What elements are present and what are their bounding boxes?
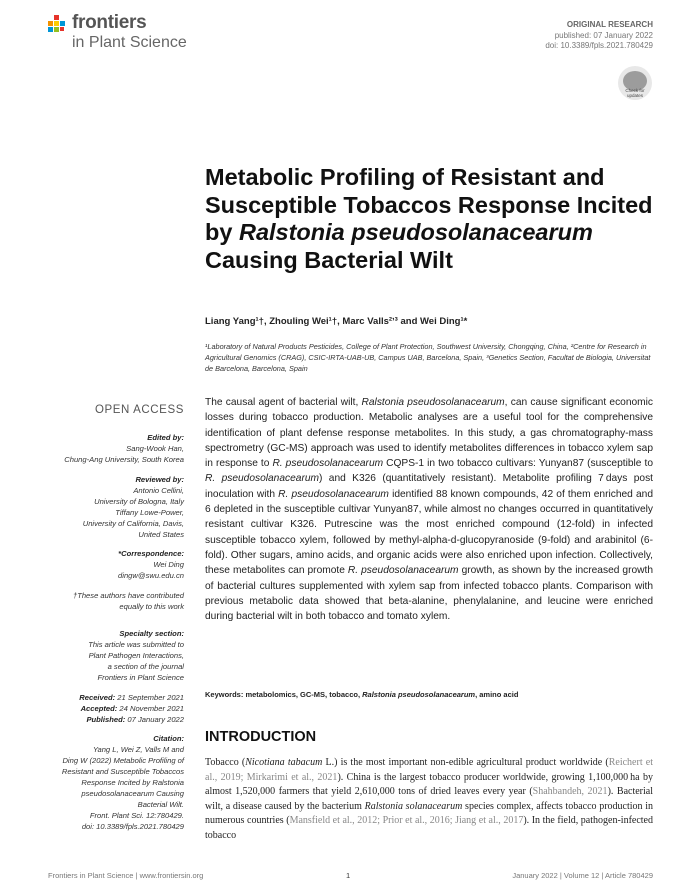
reviewer-line: University of Bologna, Italy xyxy=(94,497,184,506)
edited-by-block xyxy=(24,432,184,465)
editor-line: Chung-Ang University, South Korea xyxy=(64,455,184,464)
article-title xyxy=(205,164,655,274)
footer-issue-info: January 2022 | Volume 12 | Article 780429 xyxy=(512,871,653,880)
intro-italic: Nicotiana tabacum xyxy=(245,757,323,768)
keywords-label: Keywords: xyxy=(205,690,246,699)
title-italic: Ralstonia pseudosolanacearum xyxy=(238,219,593,245)
footer-journal-link[interactable]: Frontiers in Plant Science | www.frontiersin.org xyxy=(48,871,204,880)
reviewer-line: University of California, Davis, xyxy=(82,519,184,528)
section-heading-introduction: INTRODUCTION xyxy=(205,729,317,745)
keywords-text: , amino acid xyxy=(475,690,519,699)
note-line: equally to this work xyxy=(119,602,184,611)
abstract-text: , can cause significant economic losses during tobacco production. Metabolic analyses are a useful tool for the comprehensive identification of plant defense response metabolites. In this study, a gas chromatography-mass spectrometry (GC-MS) approach was used to identify metabolites differences in tobacco xylem sap in response to xyxy=(205,397,654,470)
title-part2: Causing Bacterial Wilt xyxy=(205,246,453,273)
citation-line: Bacterial Wilt. xyxy=(137,800,184,809)
journal-logo[interactable] xyxy=(48,12,198,56)
specialty-label: Specialty section: xyxy=(119,629,184,638)
equal-contribution-note xyxy=(24,590,184,612)
published-date-side: 07 January 2022 xyxy=(127,715,184,724)
intro-text: Tobacco ( xyxy=(205,757,246,768)
abstract-text: ) and K326 (quantitatively resistant). Metabolite profiling 7 days post inoculation with xyxy=(205,473,653,500)
frontiers-logo-icon xyxy=(48,15,70,37)
accepted-date: 24 November 2021 xyxy=(119,704,184,713)
correspondence-name: Wei Ding xyxy=(153,560,184,569)
abstract-italic: R. pseudosolanacearum xyxy=(278,488,389,500)
affiliations: ¹Laboratory of Natural Products Pesticides, College of Plant Protection, Southwest University, Chongqing, China, ²Centre for Research in Agricultural Genomics (CRAG), CSIC-IRTA-UAB-UB, Campus UAB, Barcelona, Spain, ³Genetics Section, Facultat de Biologia, Universitat de Barcelona, Barcelona, Spain xyxy=(205,342,651,373)
reviewer-line: Antonio Cellini, xyxy=(133,486,184,495)
citation-block xyxy=(24,733,184,832)
intro-text: ). China is the largest tobacco producer worldwide, growing 1,100,000 ha by almost 1,520,000 farmers that yield 2,610,000 tons of dried leaves every year ( xyxy=(205,771,653,798)
published-label: Published: xyxy=(86,715,126,724)
intro-text: ). Bacterial wilt, a disease caused by the bacterium xyxy=(205,786,653,812)
keywords-italic: Ralstonia pseudosolanacearum xyxy=(362,690,476,699)
citation-link[interactable]: Shahbandeh, 2021 xyxy=(532,786,608,798)
reviewed-by-label: Reviewed by: xyxy=(135,475,184,484)
abstract-text: The causal agent of bacterial wilt, xyxy=(205,397,362,408)
citation-line: Resistant and Susceptible Tobaccos xyxy=(61,767,184,776)
abstract xyxy=(205,395,653,624)
citation-link[interactable]: Reichert et al., 2019; Mirkarimi et al., 2021 xyxy=(205,757,653,783)
editor-line: Sang-Wook Han, xyxy=(126,444,184,453)
citation-label: Citation: xyxy=(153,734,184,743)
abstract-text: CQPS-1 in two tobacco cultivars: Yunyan87 (susceptible to xyxy=(383,458,653,470)
open-access-label: OPEN ACCESS xyxy=(94,404,184,416)
accepted-label: Accepted: xyxy=(80,704,118,713)
reviewer-line: Tiffany Lowe-Power, xyxy=(115,508,184,517)
abstract-italic: R. pseudosolanacearum xyxy=(272,458,384,470)
journal-subname: in Plant Science xyxy=(72,34,187,51)
badge-label: Check for updates xyxy=(625,88,645,98)
specialty-line: Frontiers in Plant Science xyxy=(97,673,184,682)
correspondence-block xyxy=(24,548,184,581)
intro-text: ). In the field, pathogen-infected tobacco xyxy=(205,815,653,841)
keywords-text: metabolomics, GC-MS, tobacco, xyxy=(245,690,363,699)
intro-text: L.) is the most important non-edible agricultural product worldwide ( xyxy=(322,757,609,768)
abstract-italic: R. pseudosolanacearum xyxy=(347,565,459,577)
specialty-line: Plant Pathogen Interactions, xyxy=(88,651,184,660)
intro-text: species complex, affects tobacco production in numerous countries ( xyxy=(205,800,654,827)
abstract-text: identified 88 known compounds, 42 of them enriched and 6 depleted in the susceptible cultivar Yunyan87, while almost no changes occurred in quantitatively resistant cultivar K326. Putrescine was the most enriched compound (12-fold) in infected susceptible tobacco xylem, followed by methyl-alpha-d-glucopyranoside (9-fold) and arabinitol (6-fold). Other sugars, amino acids, and organic acids were also enriched upon infection. Collectively, these metabolites can promote xyxy=(205,488,653,577)
citation-line: Yang L, Wei Z, Valls M and xyxy=(92,745,184,754)
keywords xyxy=(205,690,653,699)
article-meta xyxy=(545,20,653,52)
page-number: 1 xyxy=(346,871,351,880)
citation-line: Ding W (2022) Metabolic Profiling of xyxy=(62,756,184,765)
doi[interactable]: doi: 10.3389/fpls.2021.780429 xyxy=(545,41,653,50)
edited-by-label: Edited by: xyxy=(147,433,184,442)
reviewer-line: United States xyxy=(138,530,184,539)
check-for-updates-badge[interactable] xyxy=(618,66,652,100)
received-date: 21 September 2021 xyxy=(117,693,184,702)
abstract-text: growth, as shown by the increased growth of bacterial cultures supplemented with xylem sap from infected tobacco plants. Comparison with previous metabolic data showed that beta-alanine, phenylalanine, and leucine were enriched during bacterial wilt in both tobacco and tomato xylem. xyxy=(205,565,653,623)
abstract-italic: R. pseudosolanacearum xyxy=(205,473,319,485)
citation-link[interactable]: Mansfield et al., 2012; Prior et al., 2016; Jiang et al., 2017 xyxy=(289,815,524,827)
citation-doi[interactable]: doi: 10.3389/fpls.2021.780429 xyxy=(81,822,184,831)
correspondence-email[interactable]: dingw@swu.edu.cn xyxy=(118,571,184,580)
citation-line: pseudosolanacearum Causing xyxy=(81,789,184,798)
citation-line: Response Incited by Ralstonia xyxy=(81,778,184,787)
abstract-italic: Ralstonia pseudosolanacearum xyxy=(361,397,505,408)
specialty-line: a section of the journal xyxy=(107,662,184,671)
dates-block xyxy=(24,692,184,725)
introduction-text xyxy=(205,756,653,844)
reviewed-by-block xyxy=(24,474,184,540)
author-list: Liang Yang¹†, Zhouling Wei¹†, Marc Valls²ʼ³ and Wei Ding¹* xyxy=(205,316,468,327)
article-type: ORIGINAL RESEARCH xyxy=(566,20,653,29)
correspondence-label: *Correspondence: xyxy=(118,549,184,558)
specialty-line: This article was submitted to xyxy=(88,640,184,649)
intro-italic: Ralstonia solanacearum xyxy=(364,800,463,812)
published-date: published: 07 January 2022 xyxy=(554,30,653,40)
journal-name: frontiers xyxy=(72,12,147,33)
received-label: Received: xyxy=(79,693,116,702)
citation-line: Front. Plant Sci. 12:780429. xyxy=(89,811,184,820)
title-part1: Metabolic Profiling of Resistant and Susceptible Tobaccos Response Incited by xyxy=(205,164,653,245)
note-line: †These authors have contributed xyxy=(72,591,184,600)
specialty-block xyxy=(24,628,184,683)
